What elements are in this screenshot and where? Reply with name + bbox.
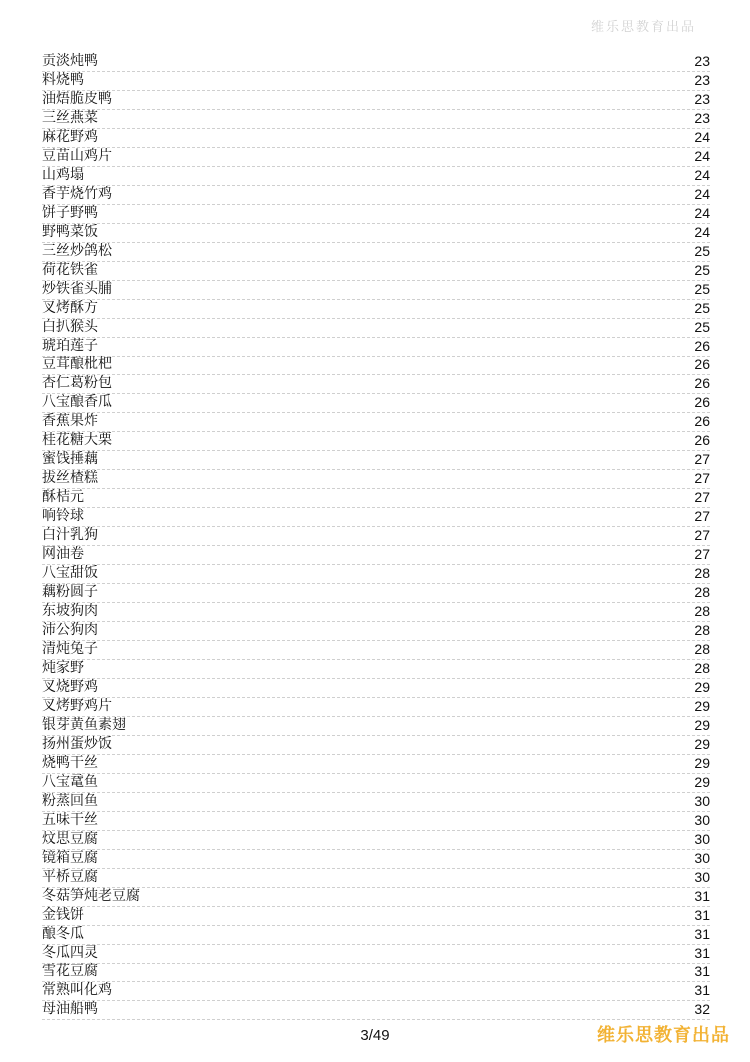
toc-entry[interactable] [42,755,710,774]
toc-entry-page: 29 [694,754,710,771]
toc-entry-title: 贡淡炖鸭 [42,52,98,69]
toc-entry[interactable] [42,546,710,565]
toc-entry[interactable] [42,907,710,926]
page-number: 3/49 [360,1027,390,1044]
toc-entry-page: 31 [694,944,710,961]
toc-entry[interactable] [42,451,710,470]
toc-entry[interactable] [42,641,710,660]
toc-entry-title: 豆苗山鸡片 [42,147,112,164]
toc-entry[interactable] [42,603,710,622]
toc-entry[interactable] [42,394,710,413]
toc-entry-page: 27 [694,489,710,506]
toc-entry-page: 26 [694,413,710,430]
toc-entry[interactable] [42,660,710,679]
toc-entry-page: 27 [694,508,710,525]
toc-entry-page: 28 [694,603,710,620]
toc-entry[interactable] [42,736,710,755]
toc-entry[interactable] [42,357,710,376]
toc-entry[interactable] [42,793,710,812]
toc-entry[interactable] [42,964,710,983]
toc-entry-title: 粉蒸回鱼 [42,792,98,809]
toc-entry-title: 扬州蛋炒饭 [42,735,112,752]
toc-entry[interactable] [42,413,710,432]
toc-entry[interactable] [42,110,710,129]
toc-entry-page: 28 [694,659,710,676]
toc-entry[interactable] [42,319,710,338]
toc-entry-title: 料烧鸭 [42,71,84,88]
toc-entry-title: 冬菇笋炖老豆腐 [42,887,140,904]
toc-entry[interactable] [42,489,710,508]
toc-entry[interactable] [42,148,710,167]
toc-entry-title: 荷花铁雀 [42,261,98,278]
toc-entry-title: 烧鸭干丝 [42,754,98,771]
toc-entry-title: 银芽黄鱼素翅 [42,716,126,733]
toc-entry-page: 26 [694,356,710,373]
toc-entry[interactable] [42,243,710,262]
toc-entry-page: 27 [694,546,710,563]
toc-entry[interactable] [42,338,710,357]
toc-entry-page: 31 [694,887,710,904]
toc-entry-title: 琥珀莲子 [42,337,98,354]
toc-entry-page: 29 [694,697,710,714]
toc-entry-title: 镜箱豆腐 [42,849,98,866]
toc-entry-title: 东坡狗肉 [42,603,98,620]
toc-entry-title: 拔丝楂糕 [42,470,98,487]
toc-entry-page: 25 [694,299,710,316]
toc-entry-page: 27 [694,527,710,544]
toc-entry-page: 26 [694,375,710,392]
toc-entry[interactable] [42,432,710,451]
toc-entry[interactable] [42,186,710,205]
toc-entry[interactable] [42,812,710,831]
toc-entry-page: 28 [694,584,710,601]
toc-entry-page: 26 [694,337,710,354]
toc-entry-page: 30 [694,792,710,809]
toc-entry[interactable] [42,508,710,527]
toc-entry[interactable] [42,850,710,869]
toc-entry-page: 28 [694,565,710,582]
toc-entry-title: 白扒猴头 [42,318,98,335]
toc-entry-title: 山鸡塌 [42,166,84,183]
toc-entry-page: 30 [694,868,710,885]
toc-entry[interactable] [42,205,710,224]
toc-entry-page: 23 [694,109,710,126]
toc-entry-page: 25 [694,242,710,259]
toc-entry-page: 24 [694,147,710,164]
toc-entry-page: 28 [694,641,710,657]
toc-entry-title: 叉烤野鸡片 [42,697,112,714]
toc-entry-page: 29 [694,716,710,733]
toc-entry-page: 31 [694,982,710,999]
toc-entry-page: 24 [694,223,710,240]
toc-entry-title: 油焐脆皮鸭 [42,90,112,107]
toc-entry[interactable] [42,926,710,945]
toc-entry[interactable] [42,91,710,110]
toc-entry[interactable] [42,774,710,793]
toc-entry[interactable] [42,565,710,584]
toc-entry-title: 蜜饯捶藕 [42,451,98,468]
toc-entry-title: 白汁乳狗 [42,527,98,544]
toc-entry[interactable] [42,888,710,907]
toc-entry-page: 25 [694,318,710,335]
toc-entry[interactable] [42,945,710,964]
toc-entry-title: 藕粉圆子 [42,584,98,601]
toc-entry-page: 24 [694,166,710,183]
toc-entry-page: 25 [694,261,710,278]
toc-entry-title: 杏仁葛粉包 [42,375,112,392]
toc-entry[interactable] [42,53,710,72]
toc-entry-page: 24 [694,204,710,221]
toc-entry-title: 叉烤酥方 [42,299,98,316]
toc-entry[interactable] [42,167,710,186]
toc-entry[interactable] [42,698,710,717]
toc-entry-title: 酿冬瓜 [42,925,84,942]
toc-entry[interactable] [42,129,710,148]
toc-entry-title: 清炖兔子 [42,641,98,657]
toc-entry[interactable] [42,262,710,281]
toc-entry-title: 桂花糖大栗 [42,432,112,449]
toc-entry-title: 野鸭菜饭 [42,223,98,240]
toc-entry-page: 23 [694,71,710,88]
toc-entry-page: 28 [694,622,710,639]
toc-entry-title: 三丝炒鸽松 [42,242,112,259]
toc-entry-title: 平桥豆腐 [42,868,98,885]
toc-entry-page: 31 [694,925,710,942]
toc-entry-page: 25 [694,280,710,297]
toc-entry-page: 29 [694,773,710,790]
toc-entry[interactable] [42,300,710,319]
toc-entry-page: 23 [694,90,710,107]
toc-entry-page: 31 [694,906,710,923]
toc-entry[interactable] [42,375,710,394]
toc-entry-title: 八宝甜饭 [42,565,98,582]
toc-entry[interactable] [42,982,710,1001]
toc-entry-page: 30 [694,849,710,866]
toc-entry[interactable] [42,622,710,641]
toc-entry-title: 金钱饼 [42,906,84,923]
table-of-contents [42,53,710,1020]
toc-entry-title: 酥桔元 [42,489,84,506]
brand-logo: 维乐思教育出品 [597,1025,730,1046]
toc-entry-page: 29 [694,678,710,695]
toc-entry-page: 27 [694,451,710,468]
toc-entry-title: 炖家野 [42,659,84,676]
toc-entry-page: 26 [694,432,710,449]
toc-entry-title: 麻花野鸡 [42,128,98,145]
toc-entry-title: 五味干丝 [42,811,98,828]
toc-entry[interactable] [42,470,710,489]
toc-entry-title: 常熟叫化鸡 [42,982,112,999]
toc-entry-title: 八宝酿香瓜 [42,394,112,411]
toc-entry[interactable] [42,679,710,698]
toc-entry-page: 29 [694,735,710,752]
toc-entry-title: 母油船鸭 [42,1001,98,1018]
toc-entry[interactable] [42,1001,710,1020]
toc-entry-page: 30 [694,830,710,847]
toc-entry[interactable] [42,869,710,888]
toc-entry-page: 32 [694,1001,710,1018]
toc-entry-title: 网油卷 [42,546,84,563]
toc-entry-title: 香芋烧竹鸡 [42,185,112,202]
toc-entry-title: 三丝燕菜 [42,109,98,126]
toc-entry-title: 冬瓜四灵 [42,944,98,961]
toc-entry[interactable] [42,224,710,243]
toc-entry-page: 23 [694,52,710,69]
toc-entry-page: 30 [694,811,710,828]
toc-entry[interactable] [42,831,710,850]
toc-entry[interactable] [42,584,710,603]
toc-entry-title: 豆茸酿枇杷 [42,356,112,373]
toc-entry-title: 香蕉果炸 [42,413,98,430]
toc-entry-title: 叉烧野鸡 [42,678,98,695]
header-watermark: 维乐思教育出品 [590,20,696,35]
toc-entry-title: 炒铁雀头脯 [42,280,112,297]
toc-entry-title: 饼子野鸭 [42,204,98,221]
toc-entry[interactable] [42,72,710,91]
toc-entry-title: 沛公狗肉 [42,622,98,639]
toc-entry[interactable] [42,527,710,546]
toc-entry-page: 26 [694,394,710,411]
toc-entry-page: 31 [694,963,710,980]
toc-entry-page: 24 [694,185,710,202]
toc-entry-title: 雪花豆腐 [42,963,98,980]
toc-entry[interactable] [42,717,710,736]
toc-entry-title: 八宝鼋鱼 [42,773,98,790]
toc-entry-title: 响铃球 [42,508,84,525]
toc-entry[interactable] [42,281,710,300]
toc-entry-title: 炆思豆腐 [42,830,98,847]
toc-entry-page: 27 [694,470,710,487]
toc-entry-page: 24 [694,128,710,145]
